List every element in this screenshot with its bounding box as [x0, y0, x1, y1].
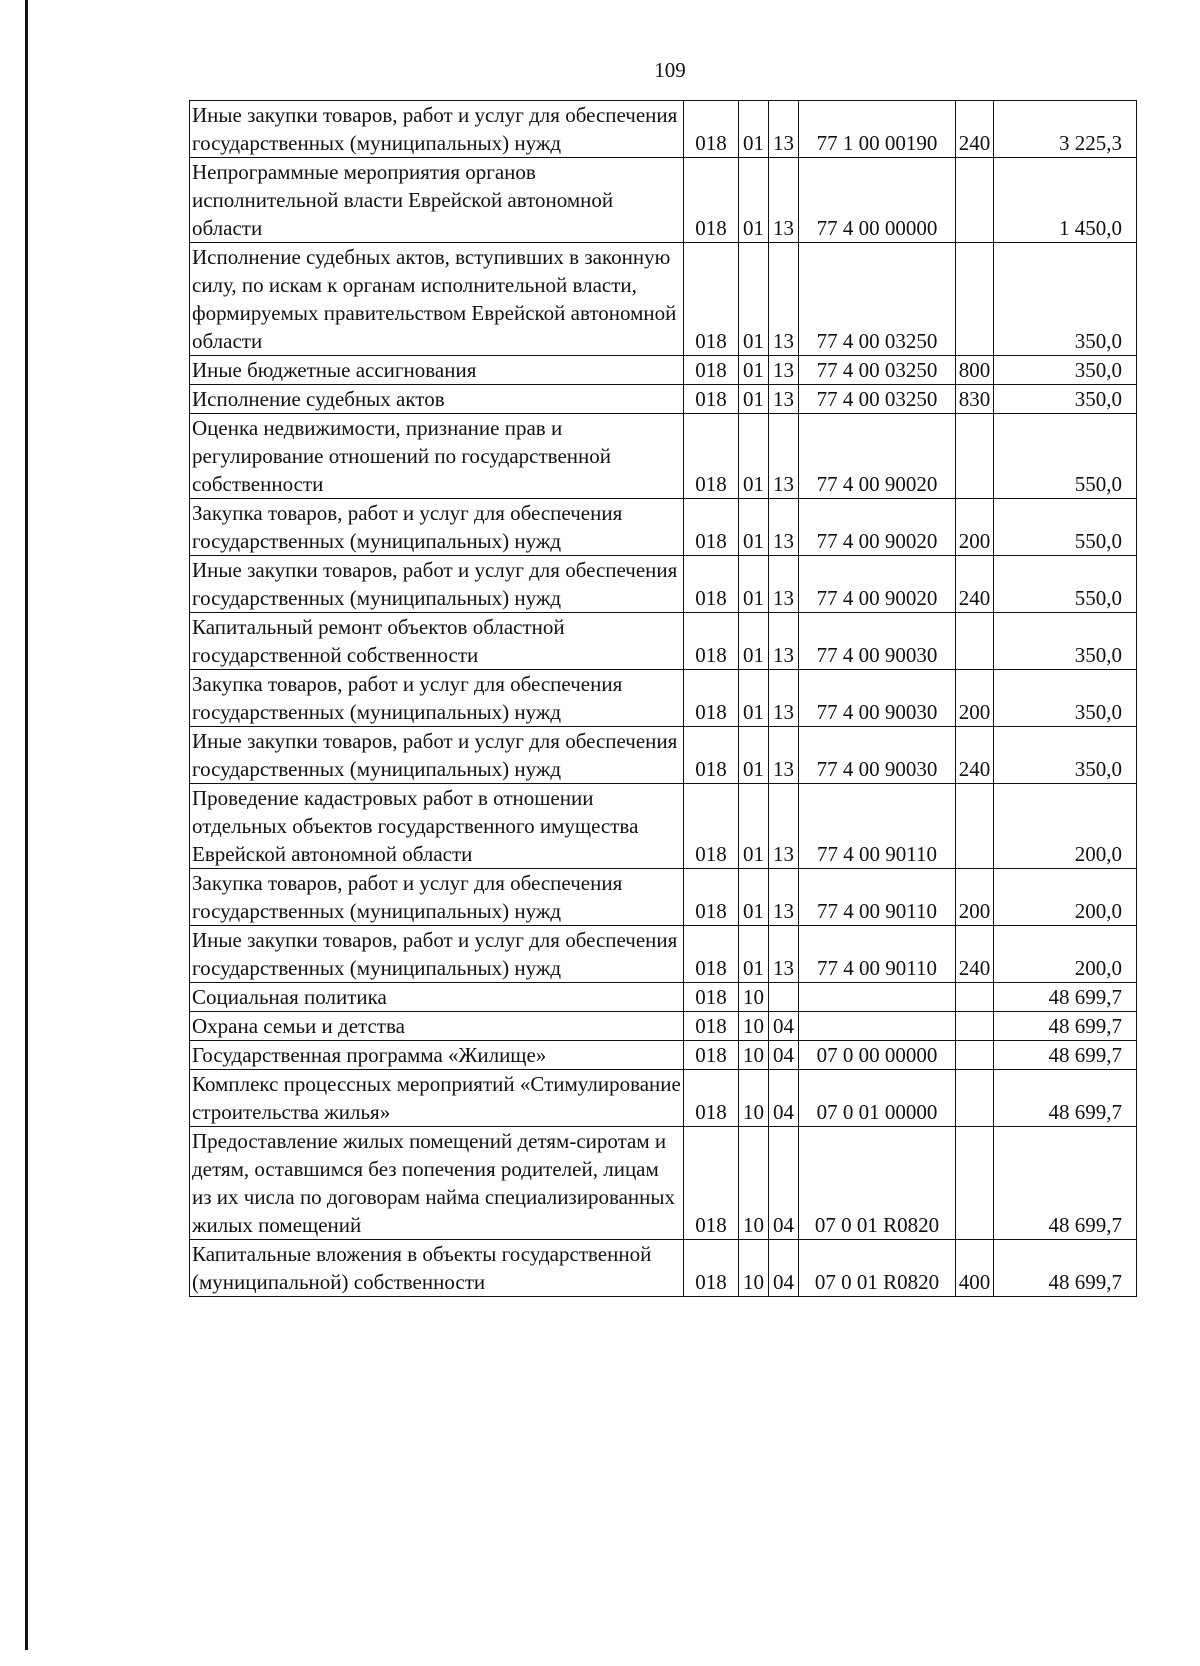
expense-type-code: 240	[956, 556, 994, 613]
ministry-code: 018	[684, 926, 739, 983]
expense-type-code	[956, 1070, 994, 1127]
row-name: Закупка товаров, работ и услуг для обеспечения государственных (муниципальных) нужд	[190, 869, 684, 926]
section-code: 01	[739, 101, 769, 158]
expense-type-code	[956, 1127, 994, 1240]
table-row	[190, 556, 1137, 613]
section-code: 01	[739, 243, 769, 356]
subsection-code: 13	[769, 499, 799, 556]
table-row	[190, 1012, 1137, 1041]
subsection-code: 04	[769, 1012, 799, 1041]
subsection-code: 13	[769, 158, 799, 243]
table-row	[190, 243, 1137, 356]
amount-value: 350,0	[994, 613, 1137, 670]
amount-value: 48 699,7	[994, 983, 1137, 1012]
subsection-code: 13	[769, 670, 799, 727]
expense-type-code: 400	[956, 1240, 994, 1297]
row-name: Проведение кадастровых работ в отношении отдельных объектов государственного имущества Еврейской автономной области	[190, 784, 684, 869]
row-name: Социальная политика	[190, 983, 684, 1012]
amount-value: 200,0	[994, 784, 1137, 869]
table-row	[190, 983, 1137, 1012]
table-row	[190, 784, 1137, 869]
amount-value: 550,0	[994, 556, 1137, 613]
section-code: 10	[739, 1041, 769, 1070]
section-code: 01	[739, 926, 769, 983]
amount-value: 550,0	[994, 414, 1137, 499]
ministry-code: 018	[684, 243, 739, 356]
ministry-code: 018	[684, 356, 739, 385]
row-name: Иные закупки товаров, работ и услуг для обеспечения государственных (муниципальных) нужд	[190, 727, 684, 784]
row-name: Государственная программа «Жилище»	[190, 1041, 684, 1070]
amount-value: 48 699,7	[994, 1012, 1137, 1041]
section-code: 10	[739, 1127, 769, 1240]
ministry-code: 018	[684, 158, 739, 243]
row-name: Комплекс процессных мероприятий «Стимулирование строительства жилья»	[190, 1070, 684, 1127]
target-article-code: 77 4 00 90030	[799, 613, 956, 670]
ministry-code: 018	[684, 1070, 739, 1127]
amount-value: 48 699,7	[994, 1041, 1137, 1070]
table-row	[190, 1041, 1137, 1070]
table-row	[190, 727, 1137, 784]
section-code: 01	[739, 556, 769, 613]
target-article-code: 77 1 00 00190	[799, 101, 956, 158]
table-body	[190, 101, 1137, 1297]
subsection-code: 13	[769, 243, 799, 356]
amount-value: 200,0	[994, 926, 1137, 983]
subsection-code: 13	[769, 556, 799, 613]
subsection-code: 13	[769, 385, 799, 414]
ministry-code: 018	[684, 1240, 739, 1297]
budget-table	[189, 100, 1137, 1297]
ministry-code: 018	[684, 385, 739, 414]
row-name: Иные закупки товаров, работ и услуг для обеспечения государственных (муниципальных) нужд	[190, 101, 684, 158]
target-article-code: 07 0 01 00000	[799, 1070, 956, 1127]
section-code: 01	[739, 613, 769, 670]
section-code: 01	[739, 356, 769, 385]
row-name: Непрограммные мероприятия органов исполнительной власти Еврейской автономной области	[190, 158, 684, 243]
ministry-code: 018	[684, 1127, 739, 1240]
table-row	[190, 385, 1137, 414]
table-row	[190, 670, 1137, 727]
ministry-code: 018	[684, 784, 739, 869]
subsection-code: 13	[769, 926, 799, 983]
section-code: 01	[739, 727, 769, 784]
subsection-code: 04	[769, 1070, 799, 1127]
expense-type-code	[956, 983, 994, 1012]
expense-type-code: 200	[956, 670, 994, 727]
expense-type-code	[956, 613, 994, 670]
target-article-code: 77 4 00 90110	[799, 869, 956, 926]
target-article-code: 07 0 01 R0820	[799, 1127, 956, 1240]
subsection-code: 13	[769, 869, 799, 926]
table-row	[190, 101, 1137, 158]
section-code: 01	[739, 414, 769, 499]
expense-type-code	[956, 243, 994, 356]
amount-value: 350,0	[994, 727, 1137, 784]
target-article-code: 07 0 01 R0820	[799, 1240, 956, 1297]
left-margin-line	[25, 0, 28, 1650]
section-code: 10	[739, 1012, 769, 1041]
row-name: Капитальный ремонт объектов областной государственной собственности	[190, 613, 684, 670]
target-article-code: 77 4 00 03250	[799, 243, 956, 356]
row-name: Охрана семьи и детства	[190, 1012, 684, 1041]
subsection-code: 04	[769, 1240, 799, 1297]
table-row	[190, 1240, 1137, 1297]
row-name: Оценка недвижимости, признание прав и регулирование отношений по государственной собственности	[190, 414, 684, 499]
subsection-code: 13	[769, 356, 799, 385]
row-name: Исполнение судебных актов	[190, 385, 684, 414]
expense-type-code: 200	[956, 869, 994, 926]
expense-type-code	[956, 158, 994, 243]
subsection-code: 13	[769, 784, 799, 869]
expense-type-code	[956, 1012, 994, 1041]
amount-value: 1 450,0	[994, 158, 1137, 243]
ministry-code: 018	[684, 983, 739, 1012]
target-article-code: 77 4 00 90110	[799, 926, 956, 983]
subsection-code: 04	[769, 1041, 799, 1070]
expense-type-code: 240	[956, 926, 994, 983]
amount-value: 3 225,3	[994, 101, 1137, 158]
table-row	[190, 613, 1137, 670]
ministry-code: 018	[684, 414, 739, 499]
expense-type-code: 800	[956, 356, 994, 385]
section-code: 01	[739, 385, 769, 414]
expense-type-code	[956, 414, 994, 499]
target-article-code: 77 4 00 03250	[799, 385, 956, 414]
subsection-code: 13	[769, 727, 799, 784]
target-article-code: 77 4 00 90030	[799, 670, 956, 727]
target-article-code: 77 4 00 00000	[799, 158, 956, 243]
target-article-code: 77 4 00 90020	[799, 414, 956, 499]
row-name: Предоставление жилых помещений детям-сиротам и детям, оставшимся без попечения родителей, лицам из их числа по договорам найма специализированных жилых помещений	[190, 1127, 684, 1240]
amount-value: 48 699,7	[994, 1070, 1137, 1127]
ministry-code: 018	[684, 1012, 739, 1041]
target-article-code: 77 4 00 90030	[799, 727, 956, 784]
row-name: Капитальные вложения в объекты государственной (муниципальной) собственности	[190, 1240, 684, 1297]
amount-value: 350,0	[994, 243, 1137, 356]
section-code: 01	[739, 158, 769, 243]
amount-value: 350,0	[994, 356, 1137, 385]
row-name: Иные бюджетные ассигнования	[190, 356, 684, 385]
ministry-code: 018	[684, 1041, 739, 1070]
table-row	[190, 499, 1137, 556]
amount-value: 550,0	[994, 499, 1137, 556]
subsection-code: 04	[769, 1127, 799, 1240]
table-row	[190, 869, 1137, 926]
section-code: 01	[739, 670, 769, 727]
target-article-code	[799, 1012, 956, 1041]
row-name: Закупка товаров, работ и услуг для обеспечения государственных (муниципальных) нужд	[190, 499, 684, 556]
section-code: 10	[739, 983, 769, 1012]
target-article-code: 77 4 00 90020	[799, 499, 956, 556]
target-article-code	[799, 983, 956, 1012]
table-row	[190, 158, 1137, 243]
row-name: Иные закупки товаров, работ и услуг для обеспечения государственных (муниципальных) нужд	[190, 556, 684, 613]
table-row	[190, 356, 1137, 385]
row-name: Иные закупки товаров, работ и услуг для обеспечения государственных (муниципальных) нужд	[190, 926, 684, 983]
amount-value: 48 699,7	[994, 1127, 1137, 1240]
table-row	[190, 414, 1137, 499]
amount-value: 350,0	[994, 385, 1137, 414]
amount-value: 200,0	[994, 869, 1137, 926]
row-name: Закупка товаров, работ и услуг для обеспечения государственных (муниципальных) нужд	[190, 670, 684, 727]
subsection-code: 13	[769, 101, 799, 158]
expense-type-code: 240	[956, 727, 994, 784]
ministry-code: 018	[684, 101, 739, 158]
row-name: Исполнение судебных актов, вступивших в законную силу, по искам к органам исполнительной власти, формируемых правительством Еврейской автономной области	[190, 243, 684, 356]
expense-type-code	[956, 1041, 994, 1070]
ministry-code: 018	[684, 613, 739, 670]
ministry-code: 018	[684, 727, 739, 784]
amount-value: 48 699,7	[994, 1240, 1137, 1297]
target-article-code: 77 4 00 90110	[799, 784, 956, 869]
expense-type-code	[956, 784, 994, 869]
target-article-code: 07 0 00 00000	[799, 1041, 956, 1070]
table-row	[190, 1070, 1137, 1127]
target-article-code: 77 4 00 90020	[799, 556, 956, 613]
table-row	[190, 1127, 1137, 1240]
ministry-code: 018	[684, 869, 739, 926]
expense-type-code: 200	[956, 499, 994, 556]
page-number: 109	[654, 58, 686, 82]
subsection-code: 13	[769, 414, 799, 499]
target-article-code: 77 4 00 03250	[799, 356, 956, 385]
subsection-code	[769, 983, 799, 1012]
expense-type-code: 240	[956, 101, 994, 158]
subsection-code: 13	[769, 613, 799, 670]
section-code: 10	[739, 1240, 769, 1297]
ministry-code: 018	[684, 556, 739, 613]
section-code: 01	[739, 869, 769, 926]
section-code: 01	[739, 499, 769, 556]
amount-value: 350,0	[994, 670, 1137, 727]
ministry-code: 018	[684, 670, 739, 727]
section-code: 10	[739, 1070, 769, 1127]
expense-type-code: 830	[956, 385, 994, 414]
section-code: 01	[739, 784, 769, 869]
ministry-code: 018	[684, 499, 739, 556]
table-row	[190, 926, 1137, 983]
